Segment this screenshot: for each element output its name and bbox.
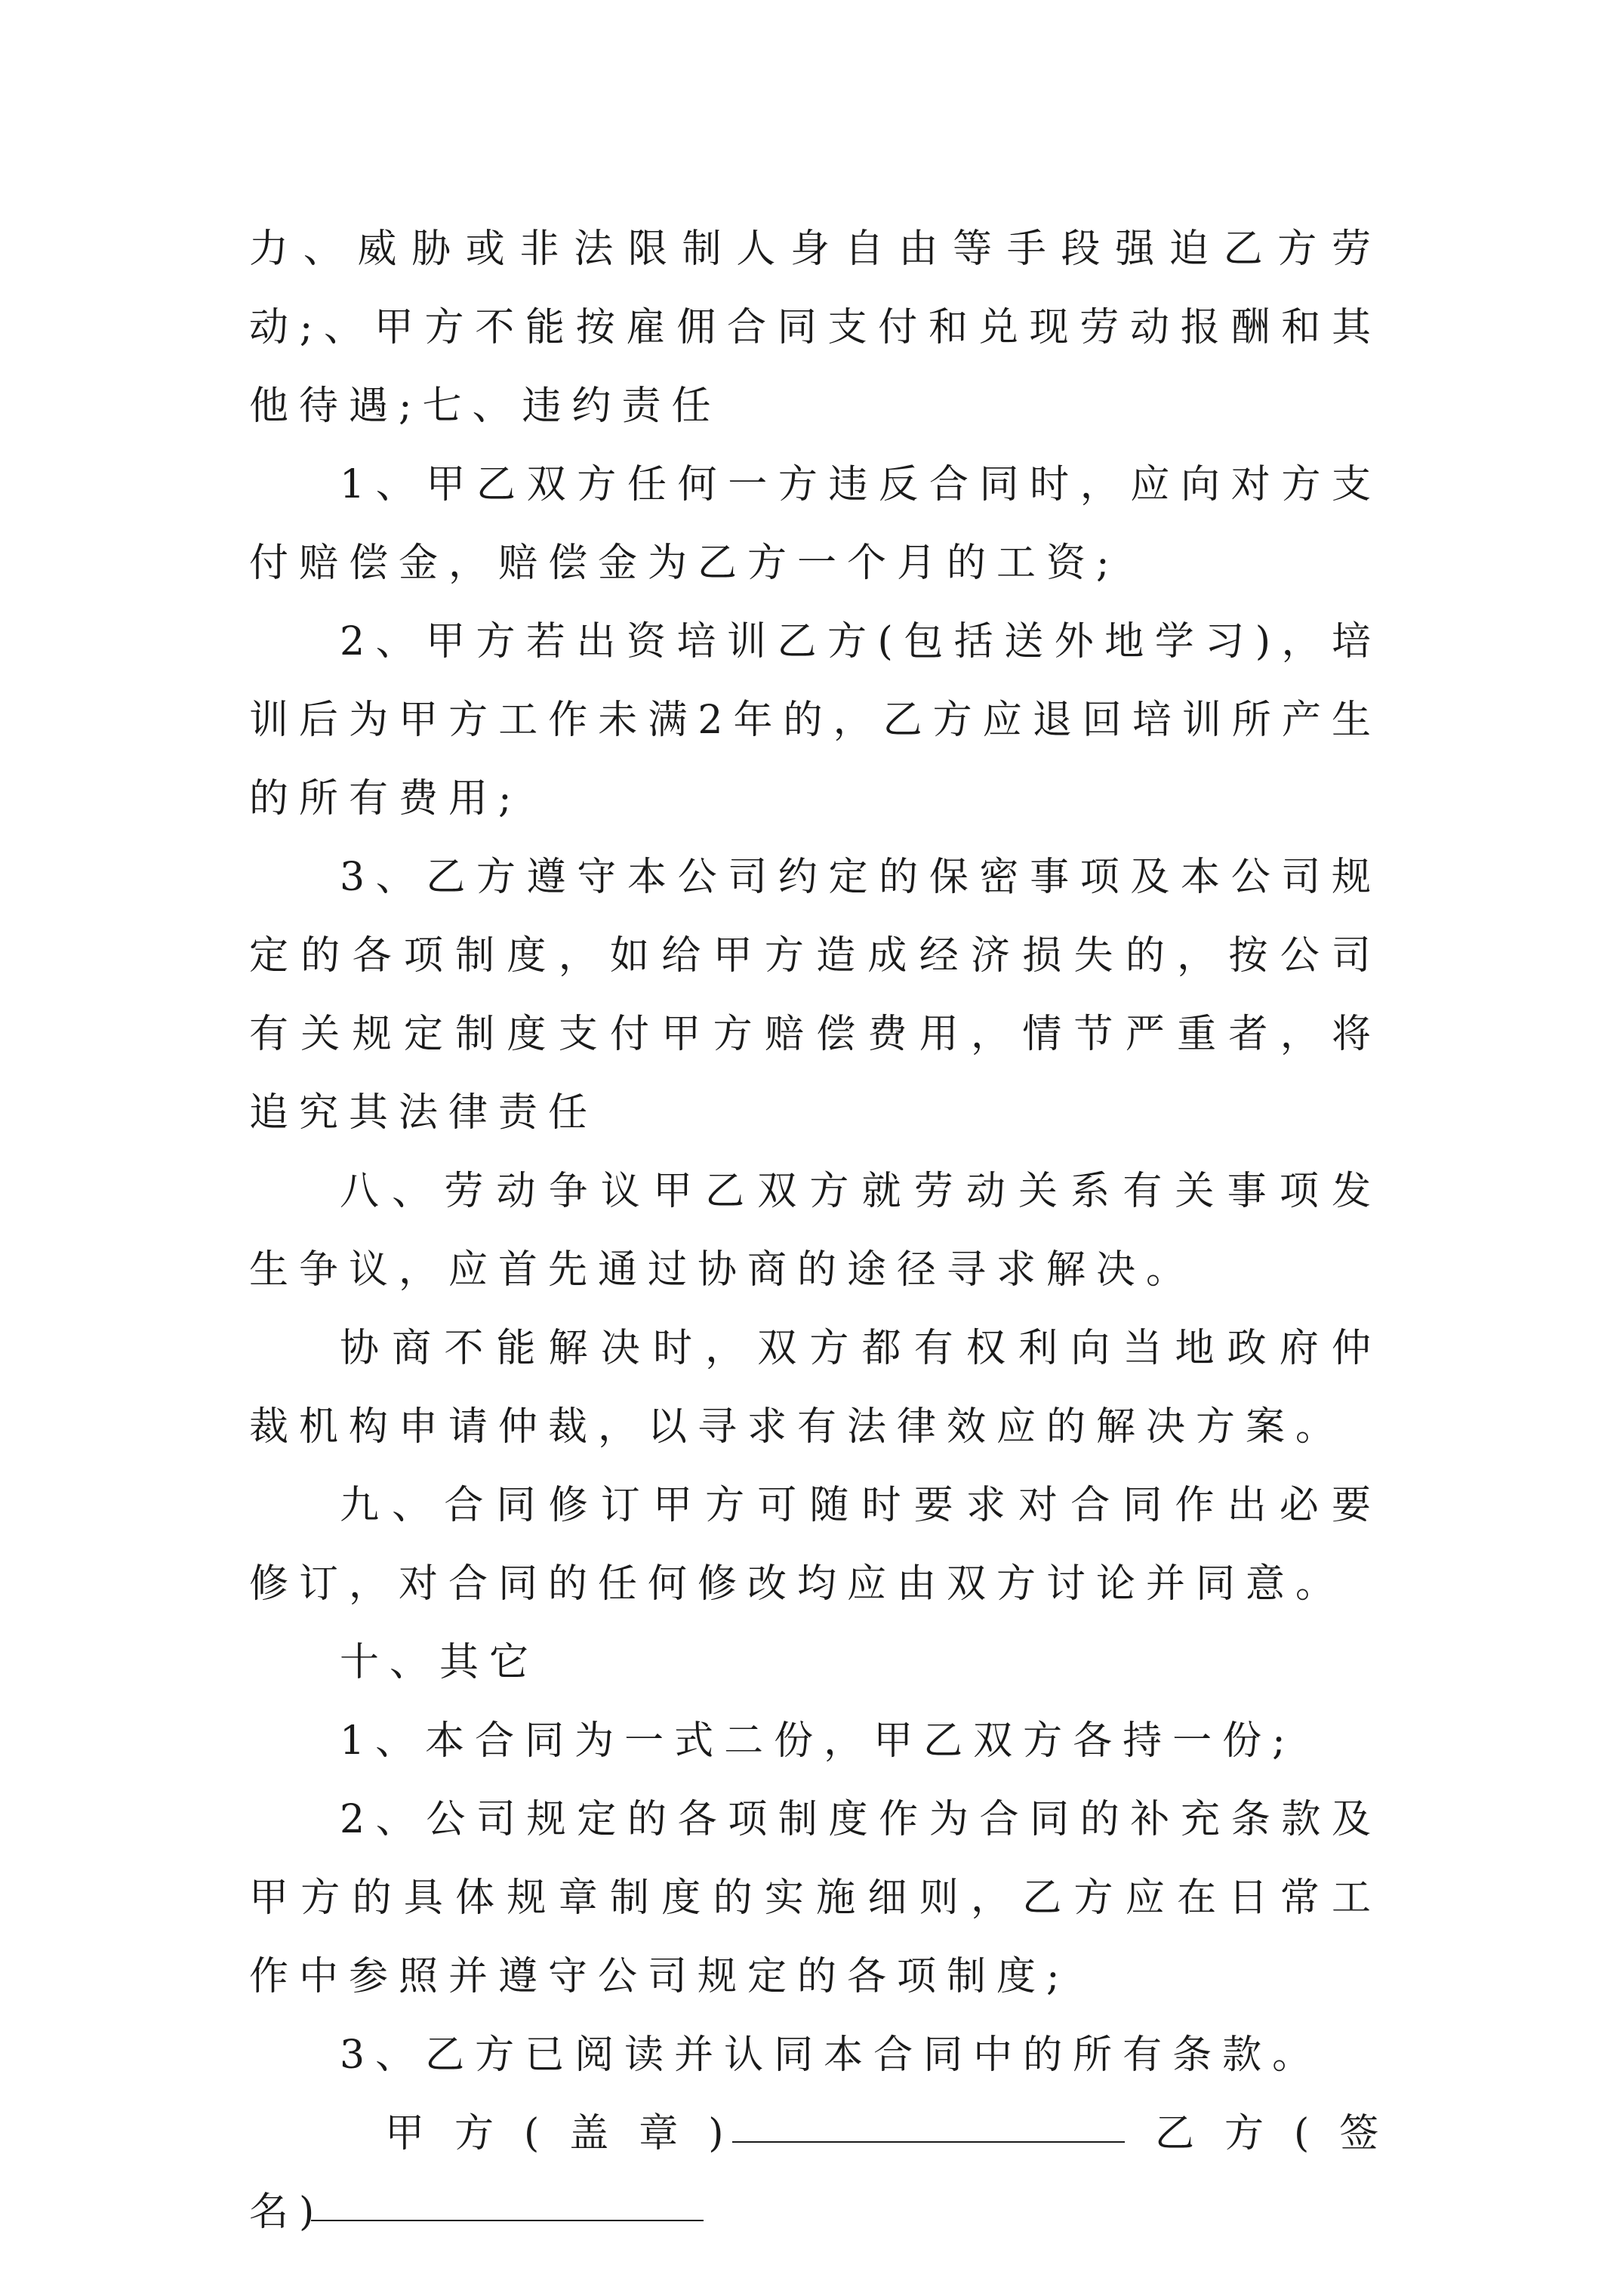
party-b-sign-line bbox=[311, 2173, 704, 2221]
paragraph-other-1: 1、本合同为一式二份，甲乙双方各持一份; bbox=[340, 1718, 1296, 1764]
paragraph-other-2: 2、公司规定的各项制度作为合同的补充条款及甲方的具体规章制度的实施细则，乙方应在日常工作中参照并遵守公司规定的各项制度; bbox=[249, 1797, 1381, 1999]
paragraph-breach-1: 1、甲乙双方任何一方违反合同时，应向对方支付赔偿金，赔偿金为乙方一个月的工资; bbox=[249, 462, 1381, 586]
paragraph-labor-dispute: 八、劳动争议甲乙双方就劳动关系有关事项发生争议，应首先通过协商的途径寻求解决。 bbox=[249, 1169, 1381, 1293]
paragraph-breach-2: 2、甲方若出资培训乙方(包括送外地学习)，培训后为甲方工作未满2年的，乙方应退回培训所产生的所有费用; bbox=[249, 619, 1381, 821]
signature-row-continued bbox=[249, 2173, 1381, 2251]
party-b-sign-label-cont: 名) bbox=[249, 2190, 325, 2235]
party-b-sign-label: 乙方(签 bbox=[1155, 2111, 1409, 2156]
paragraph-contract-revision: 九、合同修订甲方可随时要求对合同作出必要修订，对合同的任何修改均应由双方讨论并同意。 bbox=[249, 1483, 1381, 1607]
signature-row bbox=[249, 2094, 1409, 2173]
paragraph-breach-3: 3、乙方遵守本公司约定的保密事项及本公司规定的各项制度，如给甲方造成经济损失的，按公司有关规定制度支付甲方赔偿费用，情节严重者，将追究其法律责任 bbox=[249, 855, 1381, 1136]
section-heading-other: 十、其它 bbox=[340, 1640, 540, 1685]
party-a-seal-line bbox=[732, 2094, 1125, 2143]
contract-body bbox=[249, 210, 1409, 2251]
party-a-seal-label: 甲方(盖章) bbox=[385, 2111, 754, 2156]
paragraph-arbitration: 协商不能解决时，双方都有权利向当地政府仲裁机构申请仲裁，以寻求有法律效应的解决方案。 bbox=[249, 1326, 1381, 1450]
paragraph-other-3: 3、乙方已阅读并认同本合同中的所有条款。 bbox=[340, 2032, 1323, 2078]
paragraph-coercion-clause: 力、威胁或非法限制人身自由等手段强迫乙方劳动;、甲方不能按雇佣合同支付和兑现劳动报酬和其他待遇;七、违约责任 bbox=[249, 227, 1381, 429]
